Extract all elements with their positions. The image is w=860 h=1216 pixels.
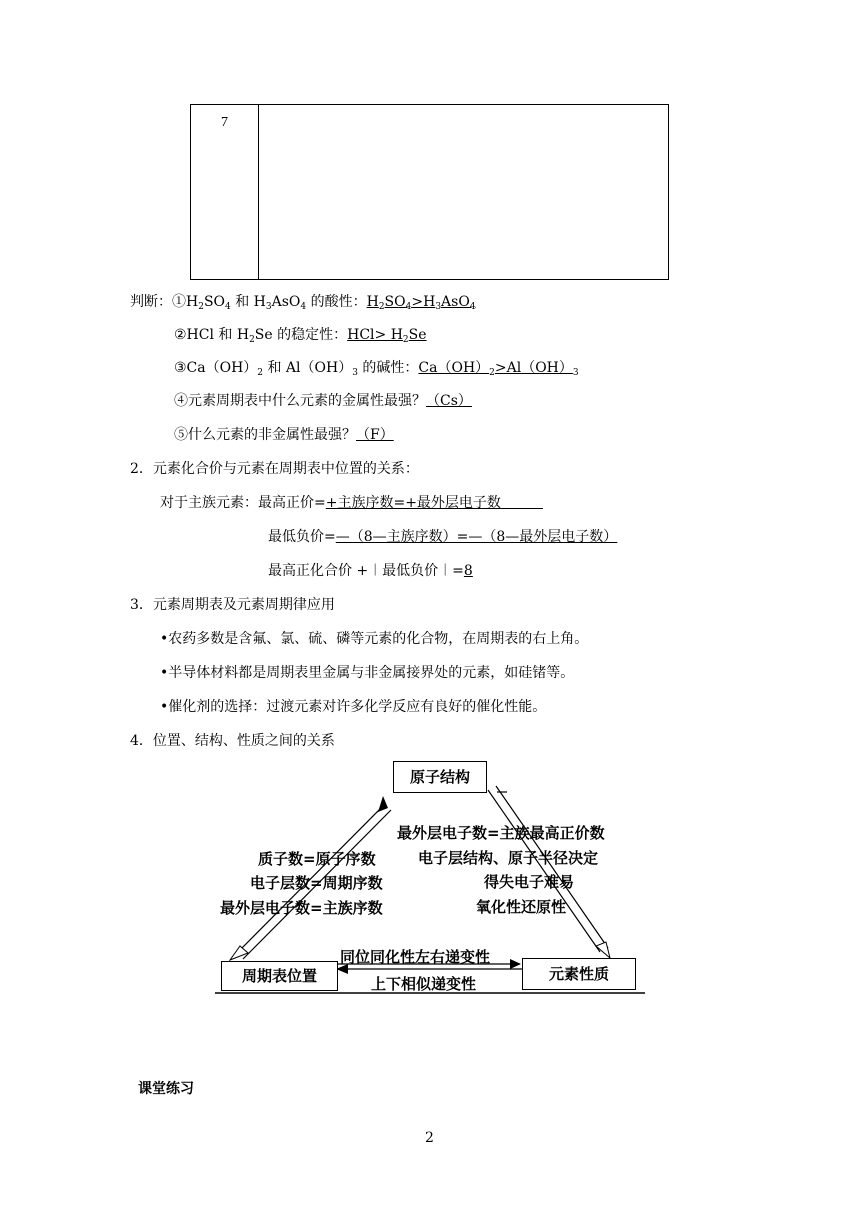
judge-q5-text: ⑤什么元素的非金属性最强？ [174,427,356,443]
section2-line3-answer: 8 [463,563,473,579]
judge-q2-text: ②HCl 和 H [174,327,250,343]
left-label: 质子数=原子序数 [258,850,376,868]
judge-q4-answer: （Cs） [426,393,472,409]
section3-bullet: •催化剂的选择：过渡元素对许多化学反应有良好的催化性能。 [160,699,547,715]
judge-q2-suffix: Se 的稳定性： [254,327,348,343]
bottom-bottom-label: 上下相似递变性 [371,975,477,993]
section3-bullet: •农药多数是含氟、氯、硫、磷等元素的化合物，在周期表的右上角。 [160,631,589,647]
right-label: 电子层结构、原子半径决定 [418,849,599,867]
judge-q2-answer: $HCl> H_2Se$ [347,327,427,345]
left-label: 最外层电子数=主族序数 [220,899,383,917]
right-label: 氧化性还原性 [476,898,567,916]
section3-heading: 3．元素周期表及元素周期律应用 [130,597,335,613]
section2-line1-prefix: 对于主族元素：最高正价= [160,495,326,511]
section3-bullet: •半导体材料都是周期表里金属与非金属接界处的元素，如硅锗等。 [160,665,575,681]
section4-heading: 4．位置、结构、性质之间的关系 [130,733,335,749]
right-label: 最外层电子数=主族最高正价数 [397,824,605,842]
judge-q4-text: ④元素周期表中什么元素的金属性最强？ [174,393,426,409]
judge-q5-answer: （F） [356,427,394,443]
section2-line1-answer: +主族序数=+最外层电子数 [325,495,501,511]
section2-line2-prefix: 最低负价= [268,529,336,545]
judge-q1: 判断：$①H_2SO_4$ 和 $H_3AsO_4$ 的酸性：$H_2SO_4>H_3AsO_4$ [130,294,476,312]
judge-label: 判断： [130,294,172,310]
judge-q2: ②HCl 和 $H_2Se$ 的稳定性：$HCl> H_2Se$ [174,327,427,345]
periodic-position-box: 周期表位置 [221,961,338,991]
judge-q1-text: ①H [172,294,199,310]
element-property-box: 元素性质 [522,958,636,990]
table-row-number: 7 [221,115,228,130]
atomic-structure-box: 原子结构 [393,761,487,793]
practice-heading: 课堂练习 [138,1081,194,1097]
judge-q3-text: $③Ca(OH)_2$ 和 $Al(OH)_3$ 的碱性： [174,360,419,378]
page-number: 2 [425,1130,434,1146]
judge-q3-answer: $Ca(OH)_2>Al(OH)_3$ [418,360,579,378]
judge-q1-answer: $H_2SO_4>H_3AsO_4$ [366,294,476,312]
right-label: 得失电子难易 [484,873,575,891]
left-label: 电子层数=周期序数 [250,874,383,892]
judge-q1-mid: 和 H [235,294,266,310]
section2-line3-prefix: 最高正化合价 +︱最低负价︱= [268,563,464,579]
section2-heading: 2．元素化合价与元素在周期表中位置的关系： [130,461,419,477]
judge-q1-suffix: 的酸性： [310,294,367,310]
bottom-top-label: 同位同化性左右递变性 [340,948,491,966]
section2-line2-answer: —（8—主族序数）=—（8—最外层电子数） [335,529,618,545]
